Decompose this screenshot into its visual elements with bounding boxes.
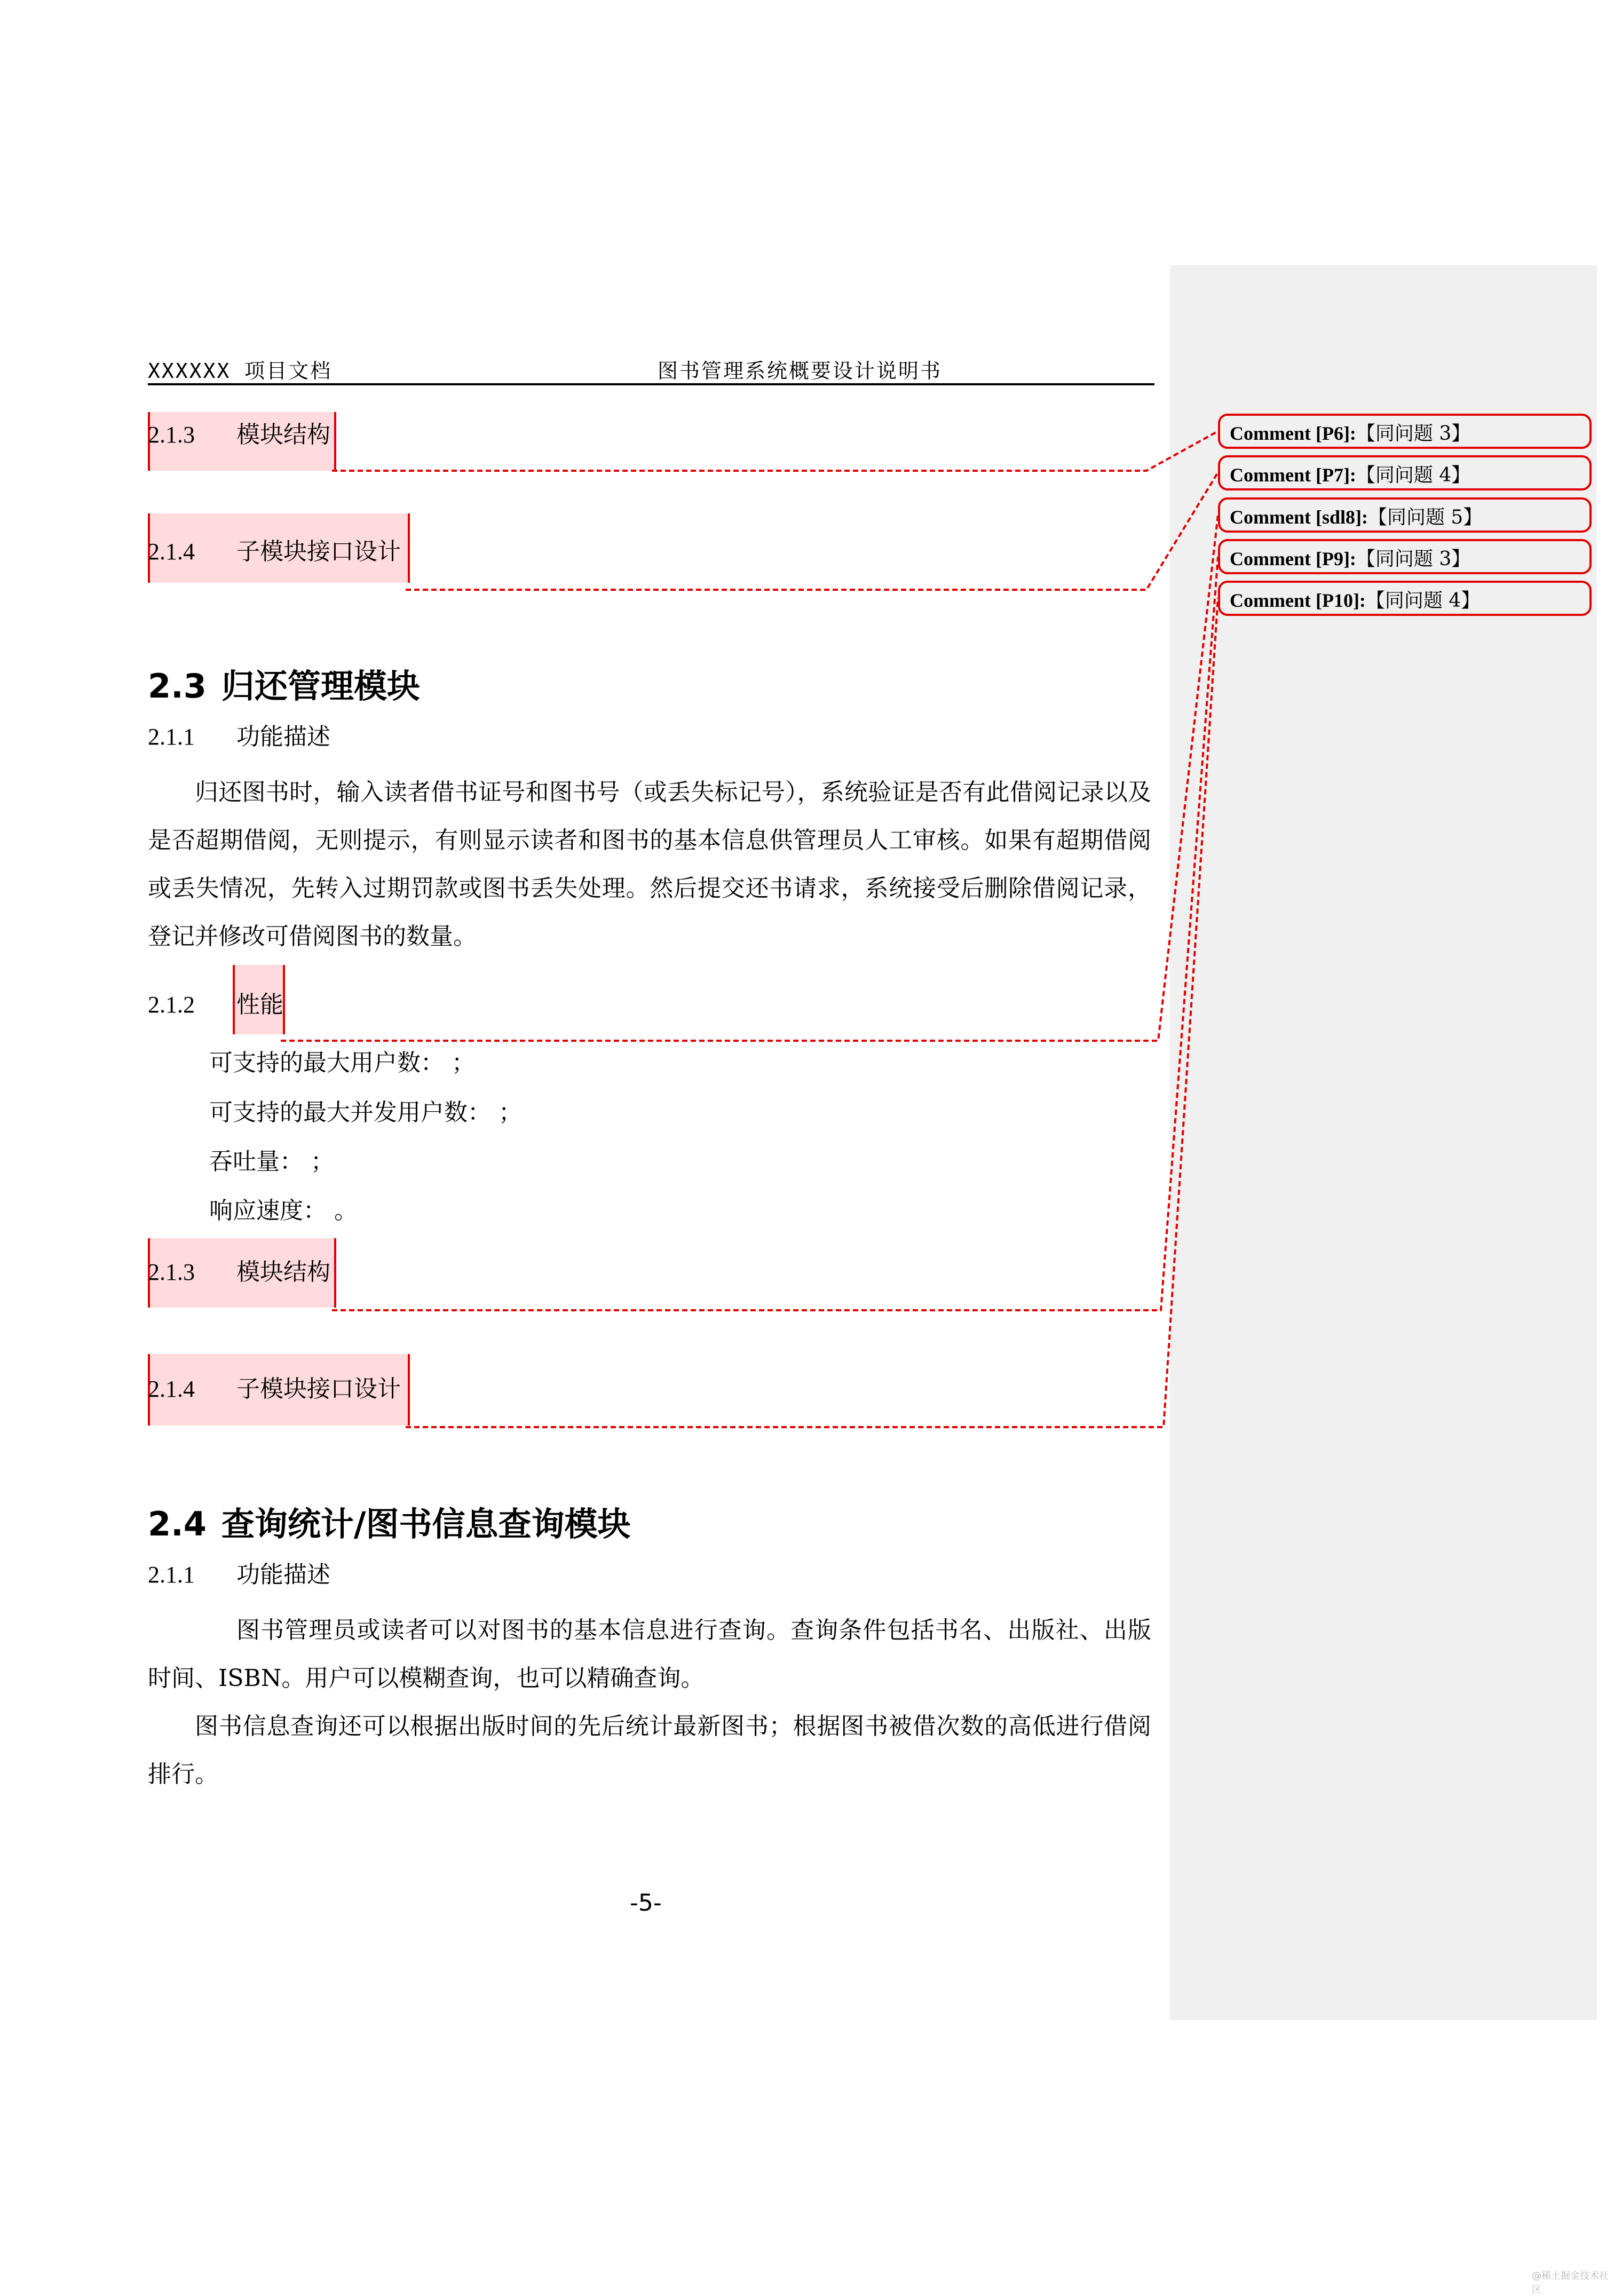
query-description-paragraph-2: 图书信息查询还可以根据出版时间的先后统计最新图书；根据图书被借次数的高低进行借阅排行。 [148,1713,1151,1788]
comment-balloon-sdl8[interactable] [1218,497,1592,533]
connector-p10 [406,598,1218,1427]
comment-text: 【同问题 4】 [1356,464,1471,486]
heading-module-structure-2: 2.1.3 模块结构 [148,1258,330,1286]
heading-return-module: 2.3 归还管理模块 [148,667,420,706]
page-number: -5- [630,1889,662,1917]
perf-max-concurrent-users: 可支持的最大并发用户数： ； [209,1099,522,1126]
heading-module-structure-1: 2.1.3 模块结构 [148,421,330,448]
comment-text: 【同问题 3】 [1356,423,1471,445]
connector-p7 [406,472,1218,590]
heading-submodule-interface-1: 2.1.4 子模块接口设计 [148,538,401,565]
heading-submodule-interface-2: 2.1.4 子模块接口设计 [148,1375,401,1403]
comment-balloon-p10[interactable] [1218,581,1592,616]
header-document-title: 图书管理系统概要设计说明书 [658,359,943,383]
comment-label: Comment [P10]: [1230,590,1366,611]
comment-balloon-p7[interactable] [1218,455,1592,490]
perf-max-users: 可支持的最大用户数： ； [209,1049,475,1076]
heading-function-description-2: 2.1.1 功能描述 [148,1561,330,1588]
comment-label: Comment [P6]: [1230,423,1356,444]
comment-text: 【同问题 3】 [1356,548,1471,570]
comment-text: 【同问题 5】 [1367,506,1483,528]
heading-function-description-1: 2.1.1 功能描述 [148,723,330,750]
perf-throughput: 吞吐量： ； [209,1148,334,1175]
comment-label: Comment [P7]: [1230,464,1356,486]
comment-label: Comment [P9]: [1230,548,1356,569]
comment-balloon-p9[interactable] [1218,539,1592,574]
heading-query-module: 2.4 查询统计/图书信息查询模块 [148,1505,631,1543]
connector-p6 [332,431,1218,471]
query-description-paragraph-1: 图书管理员或读者可以对图书的基本信息进行查询。查询条件包括书名、出版社、出版时间、ISBN。用户可以模糊查询，也可以精确查询。 [148,1617,1151,1692]
comment-balloon-p6[interactable] [1218,414,1592,449]
header-project-label: XXXXXX 项目文档 [148,359,333,383]
heading-performance: 2.1.2 性能 [148,991,283,1018]
perf-response-speed: 响应速度： 。 [209,1197,358,1224]
watermark: @稀土掘金技术社区 [1532,2270,1609,2295]
comment-label: Comment [sdl8]: [1230,506,1368,528]
comment-text: 【同问题 4】 [1365,590,1481,612]
return-description-paragraph: 归还图书时，输入读者借书证号和图书号（或丢失标记号），系统验证是否有此借阅记录以及是否超期借阅，无则提示，有则显示读者和图书的基本信息供管理员人工审核。如果有超期借阅或丢失情况，先转入过期罚款或图书丢失处理。然后提交还书请求，系统接受后删除借阅记录，登记并修改可借阅图书的数量。 [148,779,1151,950]
